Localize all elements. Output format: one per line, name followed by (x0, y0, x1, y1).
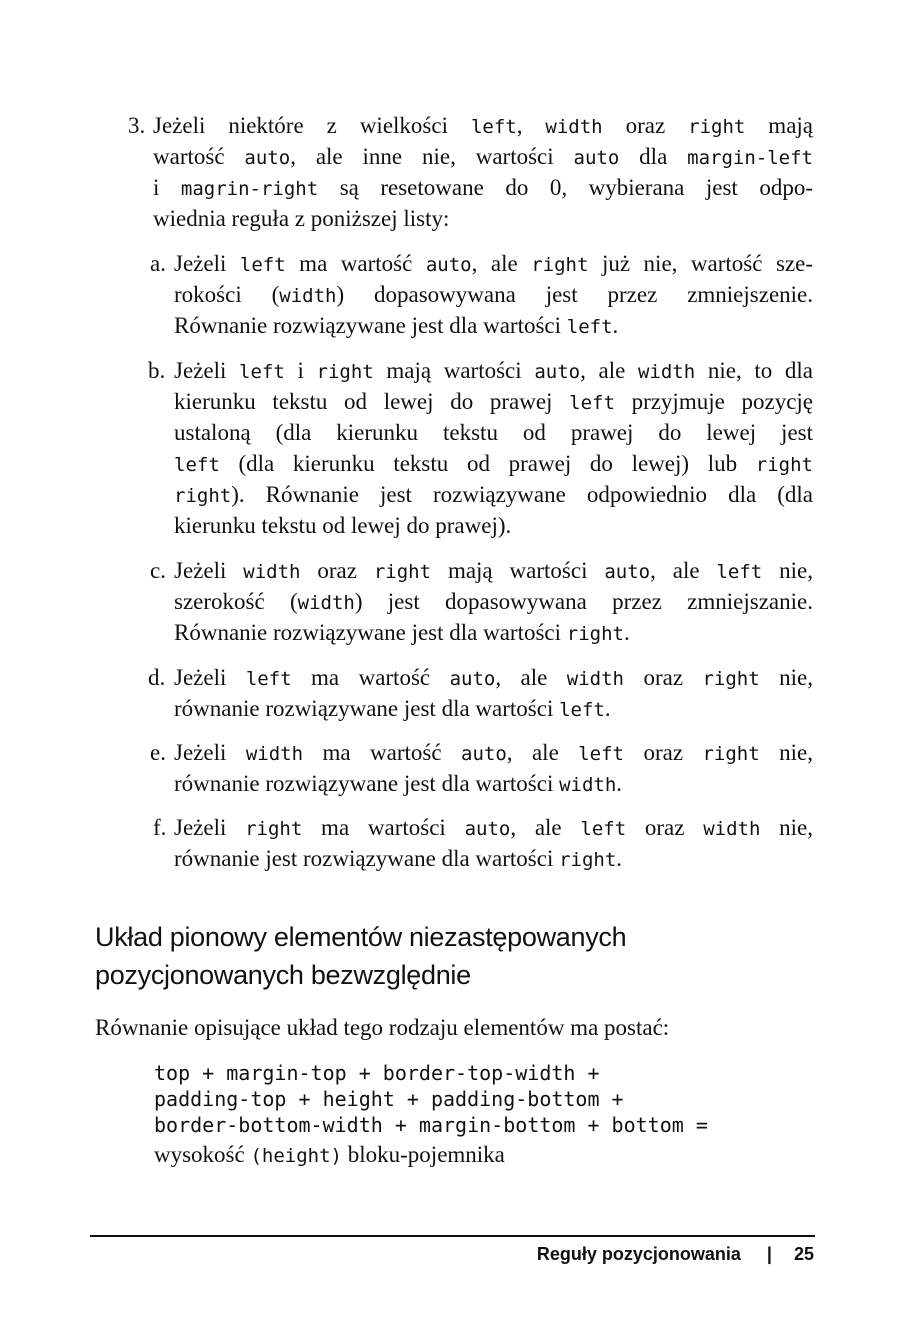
page-number: 25 (793, 1244, 814, 1264)
list-marker: f. (153, 815, 167, 840)
paragraph-line: wiednia reguła z poniższej listy: (153, 206, 450, 231)
paragraph-line: równanie rozwiązywane jest dla wartości left. (174, 696, 611, 721)
code-line: wysokość (height) bloku-pojemnika (154, 1142, 505, 1167)
paragraph-line: równanie rozwiązywane jest dla wartości width. (174, 771, 623, 796)
code-line: border-bottom-width + margin-bottom + bottom = (154, 1113, 708, 1137)
running-footer (537, 1241, 814, 1267)
paragraph-line: Jeżeli left ma wartość auto, ale right już nie, wartość sze- (174, 251, 813, 276)
footer-separator: | (766, 1244, 772, 1264)
code-line: top + margin-top + border-top-width + (154, 1061, 600, 1085)
paragraph-line: Równanie rozwiązywane jest dla wartości right. (174, 620, 630, 645)
paragraph-line: kierunku tekstu od lewej do prawej left przyjmuje pozycję (174, 389, 813, 414)
paragraph-line: Jeżeli niektóre z wielkości left, width oraz right mają (153, 113, 814, 138)
paragraph-line: Jeżeli right ma wartości auto, ale left oraz width nie, (174, 815, 813, 840)
paragraph-line: kierunku tekstu od lewej do prawej). (174, 513, 512, 538)
paragraph-line: ustaloną (dla kierunku tekstu od prawej do lewej jest (174, 420, 813, 445)
list-marker: c. (150, 558, 166, 583)
list-marker: d. (148, 665, 166, 690)
footer-rule (90, 1235, 815, 1237)
list-marker: a. (150, 251, 166, 276)
paragraph-line: left (dla kierunku tekstu od prawej do lewej) lub right (174, 451, 813, 476)
paragraph-line: i magrin-right są resetowane do 0, wybierana jest odpo- (153, 175, 813, 200)
footer-title: Reguły pozycjonowania (536, 1244, 741, 1264)
paragraph-line: równanie jest rozwiązywane dla wartości right. (174, 846, 623, 871)
paragraph-line: Równanie opisujące układ tego rodzaju elementów ma postać: (95, 1015, 670, 1040)
paragraph-line: Jeżeli left ma wartość auto, ale width oraz right nie, (174, 665, 813, 690)
paragraph-line: Równanie rozwiązywane jest dla wartości left. (174, 313, 619, 338)
paragraph-line: Jeżeli width oraz right mają wartości auto, ale left nie, (174, 558, 813, 583)
code-line: padding-top + height + padding-bottom + (154, 1087, 624, 1111)
list-marker: 3. (128, 113, 146, 138)
paragraph-line: wartość auto, ale inne nie, wartości auto dla margin-left (153, 144, 814, 169)
list-marker: b. (148, 358, 166, 383)
paragraph-line: Jeżeli left i right mają wartości auto, ale width nie, to dla (174, 358, 814, 383)
paragraph-line: rokości (width) dopasowywana jest przez zmniejszenie. (174, 282, 814, 307)
list-marker: e. (150, 740, 166, 765)
section-heading: pozycjonowanych bezwzględnie (95, 960, 471, 990)
paragraph-line: right). Równanie jest rozwiązywane odpowiednio dla (dla (174, 482, 813, 507)
section-heading: Układ pionowy elementów niezastępowanych (95, 922, 627, 952)
paragraph-line: szerokość (width) jest dopasowywana przez zmniejszanie. (174, 589, 813, 614)
paragraph-line: Jeżeli width ma wartość auto, ale left oraz right nie, (174, 740, 813, 765)
